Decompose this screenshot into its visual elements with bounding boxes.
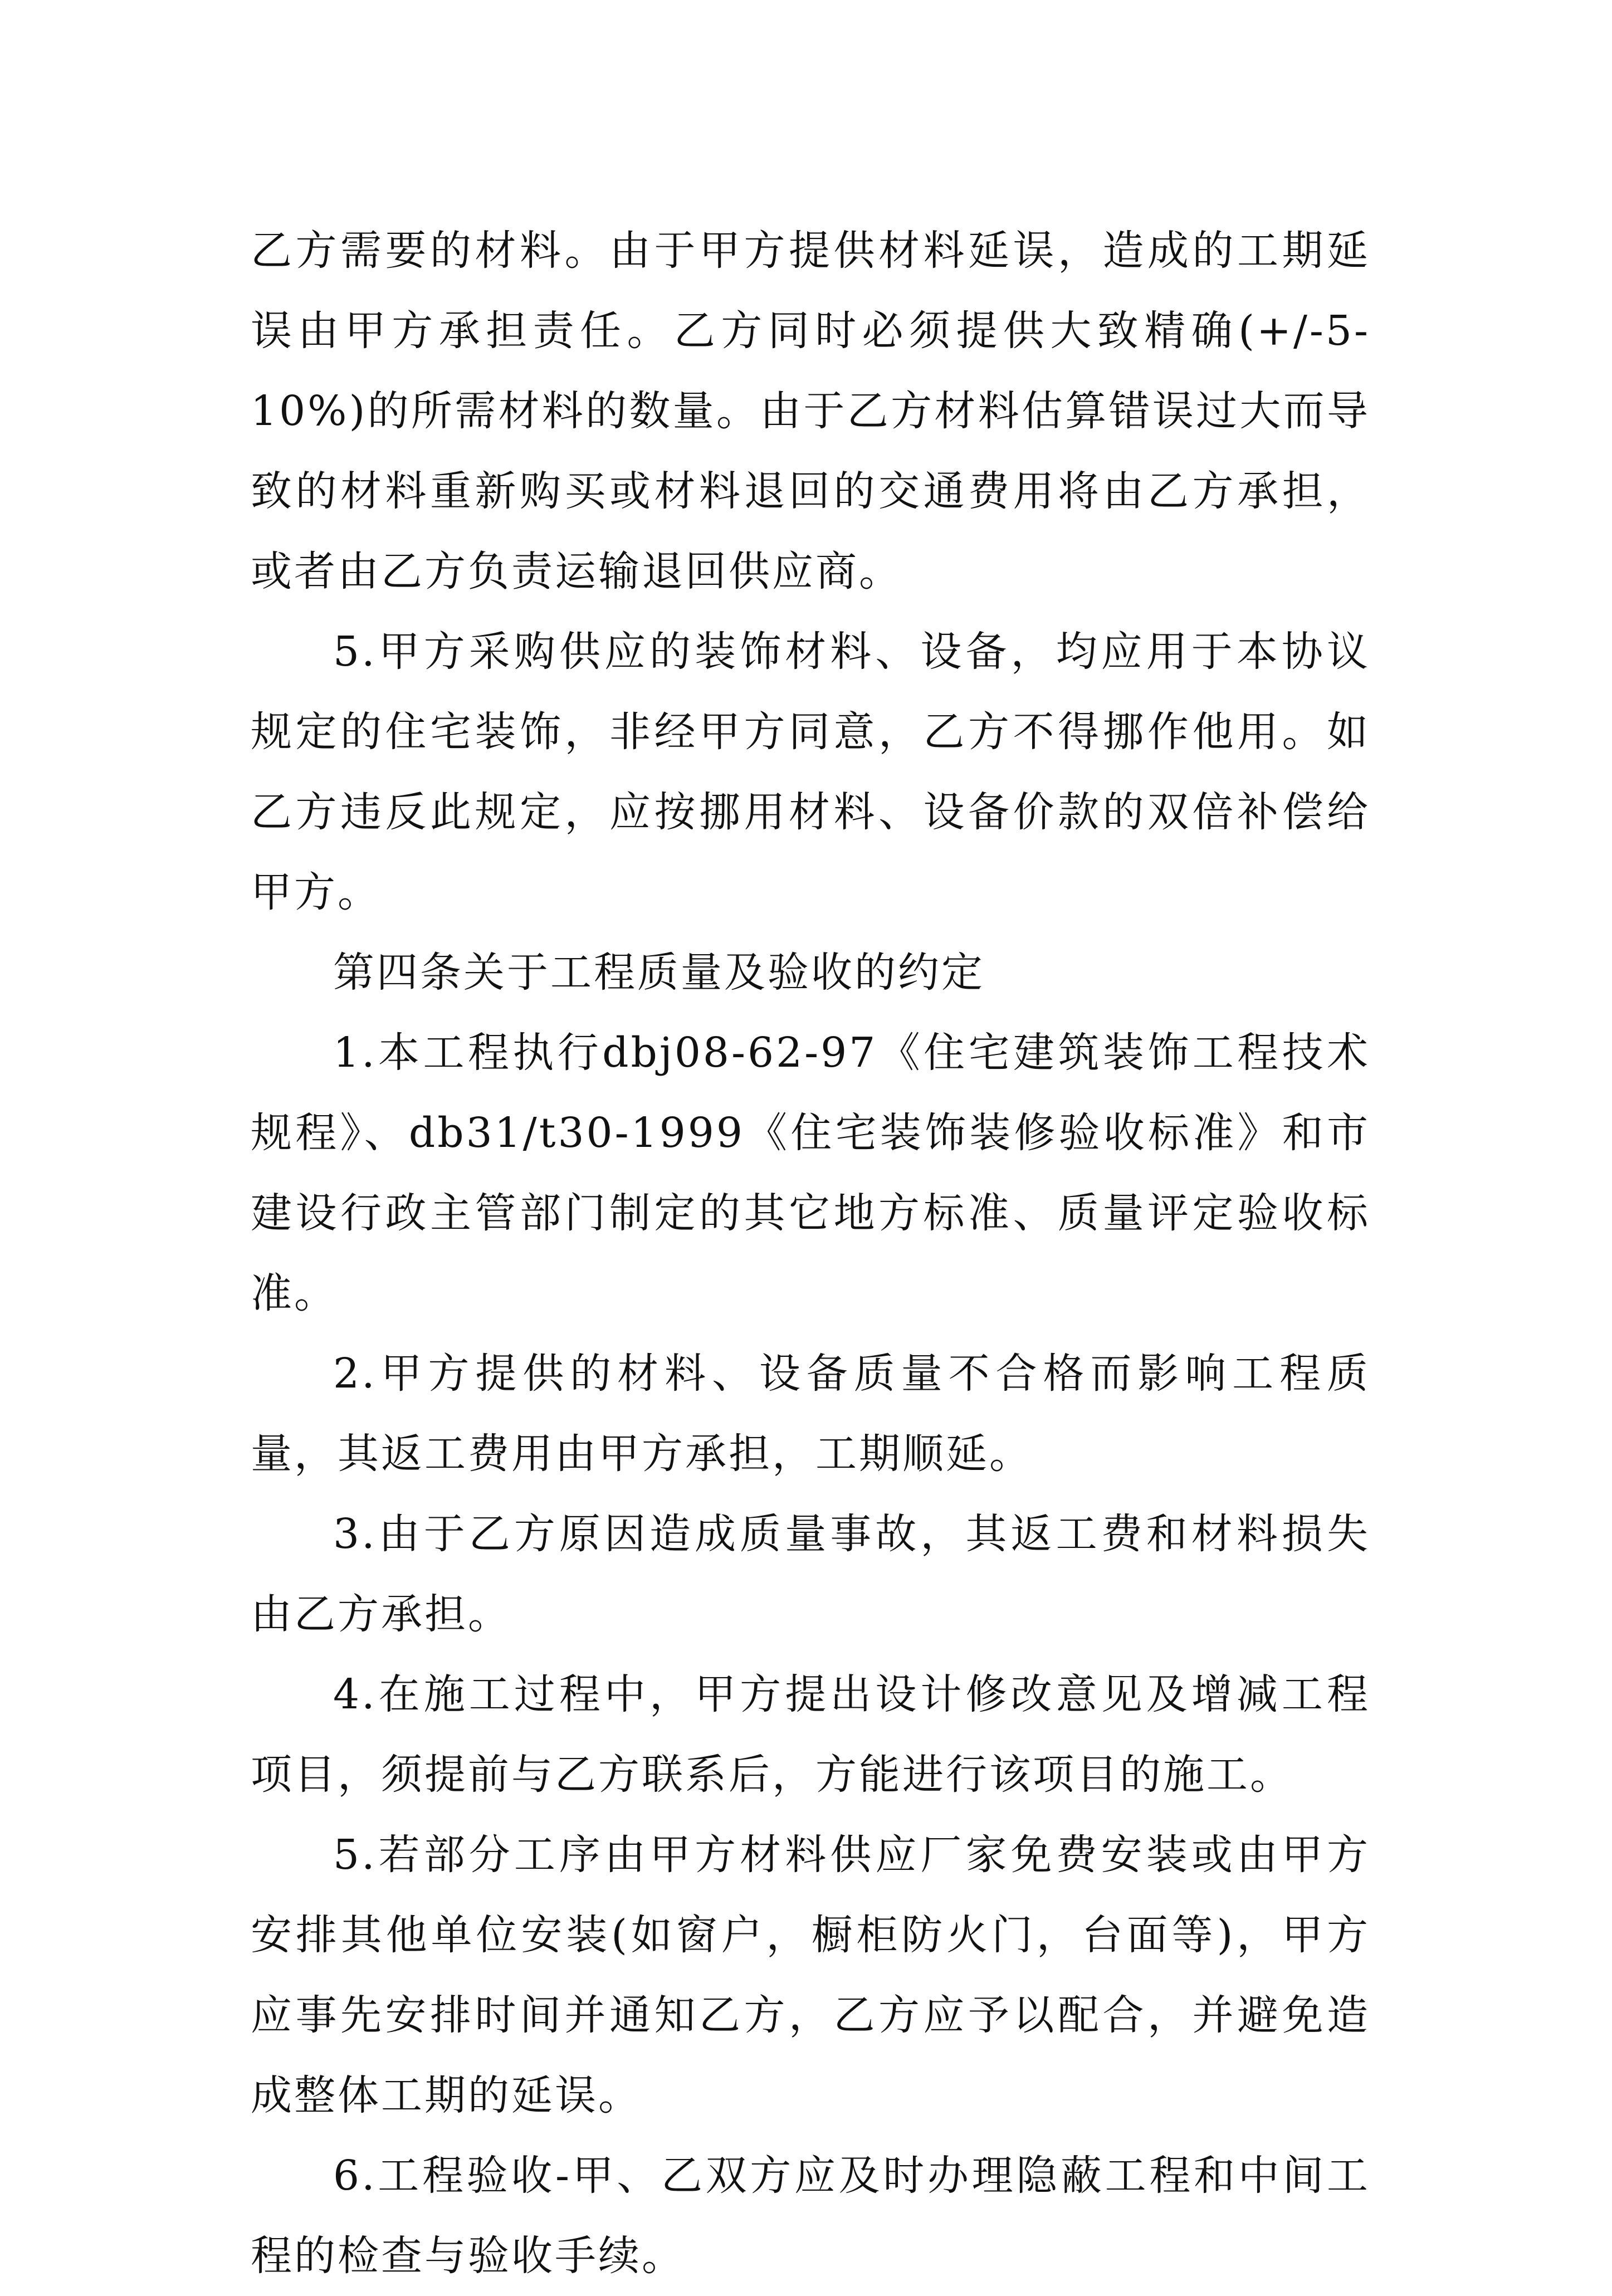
paragraph-clause-3-5: 5.甲方采购供应的装饰材料、设备，均应用于本协议规定的住宅装饰，非经甲方同意，乙方不得挪作他用。如乙方违反此规定，应按挪用材料、设备价款的双倍补偿给甲方。 — [251, 628, 1370, 916]
paragraph-clause-4-3: 3.由于乙方原因造成质量事故，其返工费和材料损失由乙方承担。 — [251, 1510, 1370, 1638]
document-body — [251, 211, 1370, 2296]
paragraph-clause-4-6: 6.工程验收-甲、乙双方应及时办理隐蔽工程和中间工程的检查与验收手续。 — [251, 2152, 1370, 2280]
paragraph-clause-4-4: 4.在施工过程中，甲方提出设计修改意见及增减工程项目，须提前与乙方联系后，方能进行该项目的施工。 — [251, 1670, 1370, 1799]
paragraph-clause-4-1: 1.本工程执行dbj08-62-97《住宅建筑装饰工程技术规程》、db31/t30-1999《住宅装饰装修验收标准》和市建设行政主管部门制定的其它地方标准、质量评定验收标准。 — [251, 1029, 1370, 1317]
paragraph-clause-4-2: 2.甲方提供的材料、设备质量不合格而影响工程质量，其返工费用由甲方承担，工期顺延。 — [251, 1350, 1370, 1478]
paragraph-clause-4-5: 5.若部分工序由甲方材料供应厂家免费安装或由甲方安排其他单位安装(如窗户，橱柜防火门，台面等)，甲方应事先安排时间并通知乙方，乙方应予以配合，并避免造成整体工期的延误。 — [251, 1831, 1370, 2119]
section-heading-article-4: 第四条关于工程质量及验收的约定 — [333, 949, 985, 996]
paragraph-continuation: 乙方需要的材料。由于甲方提供材料延误，造成的工期延误由甲方承担责任。乙方同时必须提供大致精确(+/-5-10%)的所需材料的数量。由于乙方材料估算错误过大而导致的材料重新购买或材料退回的交通费用将由乙方承担，或者由乙方负责运输退回供应商。 — [251, 227, 1370, 595]
